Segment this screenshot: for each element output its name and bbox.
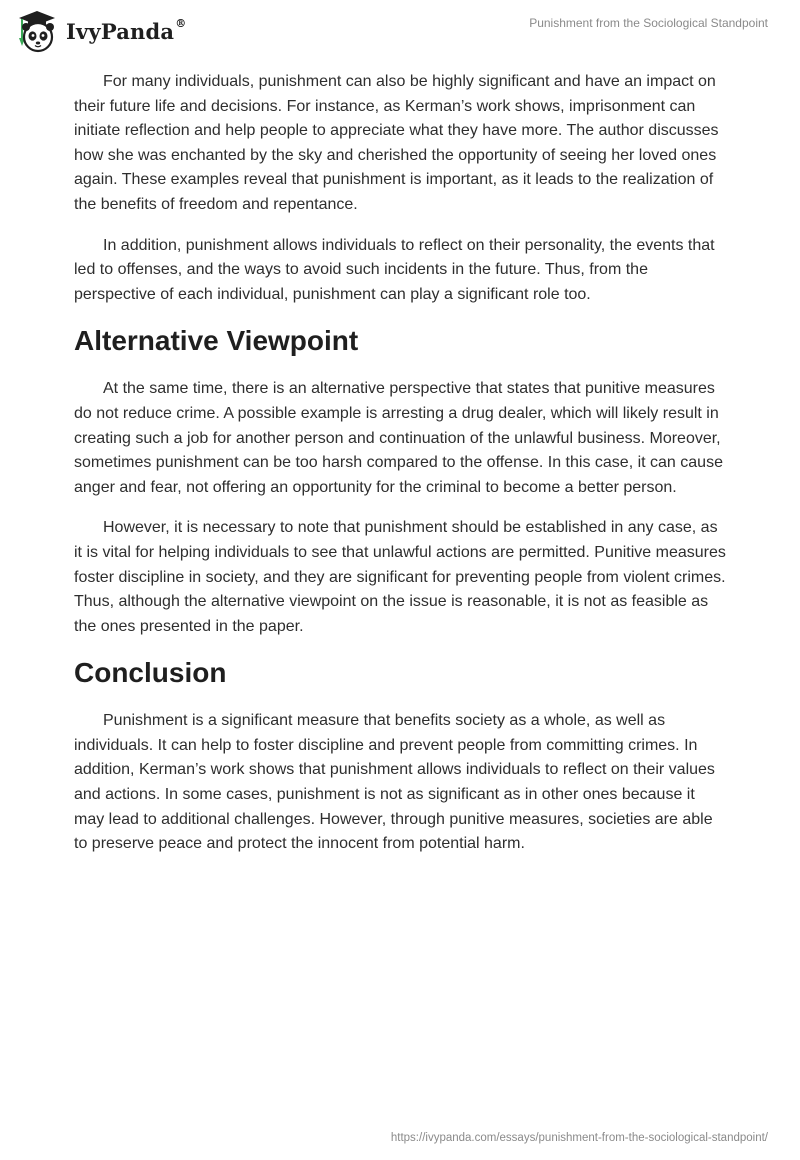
paragraph: Punishment is a significant measure that benefits society as a whole, as well as individuals. It can help to foster discipline and prevent people from committing crimes. In addition, Kerman’s work shows that punishment allows individuals to reflect on their values and actions. In some cases, punishment is not as significant as in other ones because it may lead to additional challenges. However, through punitive measures, societies are able to preserve peace and protect the innocent from potential harm. [74, 712, 715, 853]
heading-alternative-viewpoint: Alternative Viewpoint [74, 325, 359, 357]
logo-text: IvyPanda® [66, 16, 187, 44]
paragraph: However, it is necessary to note that punishment should be established in any case, as it is vital for helping individuals to see that unlawful actions are permitted. Punitive measures foster discipline in society, and they are significant for preventing people from violent crimes. Thus, although the alternative viewpoint on the issue is reasonable, it is not as feasible as the ones presented in the paper. [74, 519, 726, 635]
page-header [0, 0, 800, 60]
ivypanda-logo[interactable] [14, 8, 186, 54]
heading-conclusion: Conclusion [74, 657, 227, 689]
essay-content [74, 70, 726, 873]
paragraph: At the same time, there is an alternative perspective that states that punitive measures do not reduce crime. A possible example is arresting a drug dealer, which will likely result in creating such a job for another person and continuation of the unlawful business. Moreover, sometimes punishment can be too harsh compared to the offense. In this case, it can cause anger and fear, not offering an opportunity for the criminal to become a better person. [74, 380, 723, 496]
source-url[interactable]: https://ivypanda.com/essays/punishment-from-the-sociological-standpoint/ [390, 1132, 768, 1144]
document-title: Punishment from the Sociological Standpoint [529, 16, 768, 30]
panda-logo-icon [14, 8, 60, 54]
paragraph: For many individuals, punishment can also be highly significant and have an impact on their future life and decisions. For instance, as Kerman’s work shows, imprisonment can initiate reflection and help people to appreciate what they have more. The author discusses how she was enchanted by the sky and cherished the opportunity of seeing her loved ones again. These examples reveal that punishment is important, as it leads to the realization of the benefits of freedom and repentance. [74, 73, 719, 213]
registered-mark: ® [175, 16, 187, 30]
paragraph: In addition, punishment allows individuals to reflect on their personality, the events that led to offenses, and the ways to avoid such incidents in the future. Thus, from the perspective of each individual, punishment can play a significant role too. [74, 236, 715, 303]
